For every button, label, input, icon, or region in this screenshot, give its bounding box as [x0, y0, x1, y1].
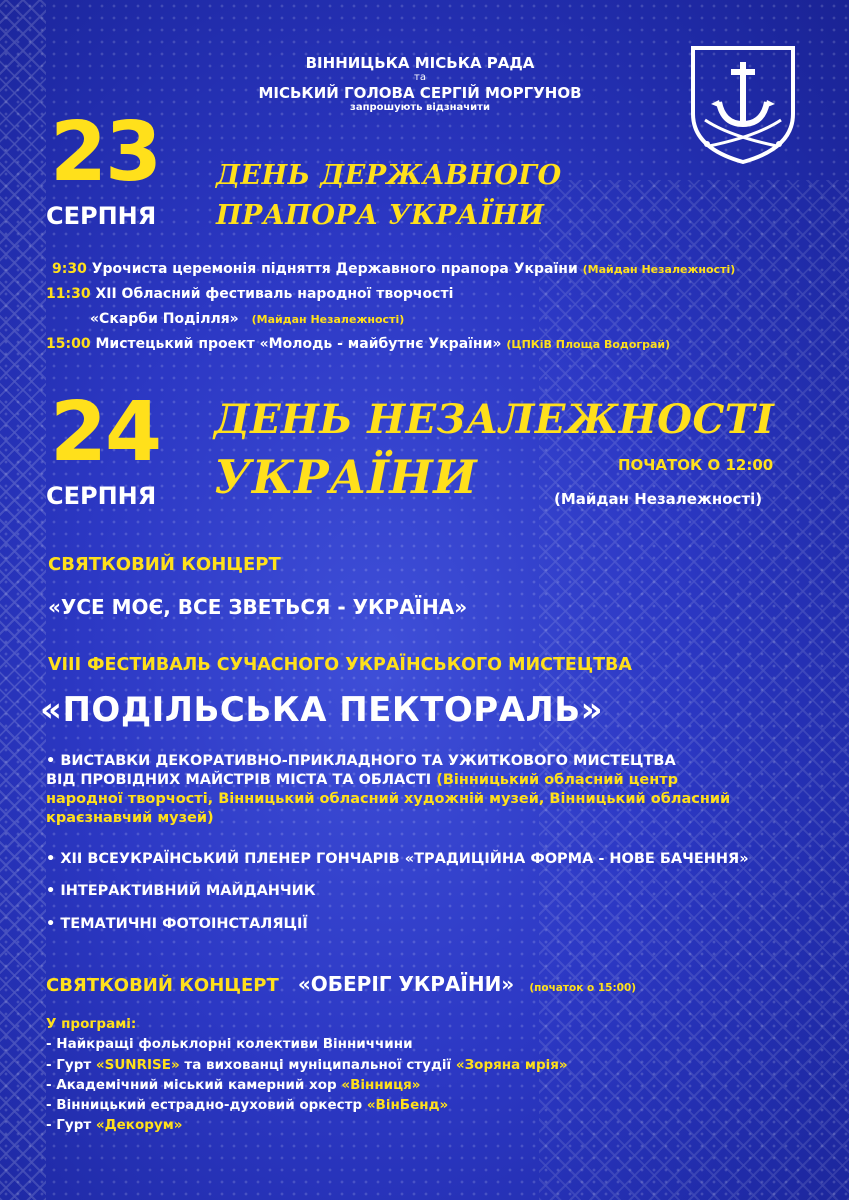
event-time: 9:30 [52, 261, 87, 277]
festival-heading: VIII ФЕСТИВАЛЬ СУЧАСНОГО УКРАЇНСЬКОГО МИСТЕЦТВА [48, 655, 632, 675]
festival-bullet-plein-air: • XII ВСЕУКРАЇНСЬКИЙ ПЛЕНЕР ГОНЧАРІВ «ТРАДИЦІЙНА ФОРМА - НОВЕ БАЧЕННЯ» [46, 851, 749, 867]
concert2-heading: СВЯТКОВИЙ КОНЦЕРТ [46, 975, 279, 996]
event-text: Мистецький проект «Молодь - майбутнє України» [95, 336, 502, 352]
event-time: 15:00 [46, 336, 91, 352]
day1-title-line1: ДЕНЬ ДЕРЖАВНОГО [216, 160, 562, 191]
festival-bullet-photo: • ТЕМАТИЧНІ ФОТОІНСТАЛЯЦІЇ [46, 916, 308, 932]
event-place: (Майдан Незалежності) [582, 263, 736, 276]
event-time: 11:30 [46, 286, 91, 302]
day2-number: 24 [50, 385, 161, 480]
program-text: - Вінницький естрадно-духовий оркестр [46, 1097, 363, 1113]
program-text: та вихованці муніципальної студії [184, 1056, 452, 1073]
festival-bullet-exhibitions [46, 752, 816, 829]
event-youth-project [46, 336, 670, 352]
program-label: У програмі: [46, 1016, 137, 1032]
program-text: - Гурт [46, 1117, 92, 1134]
day2-title-line2: УКРАЇНИ [214, 450, 478, 504]
program-item [46, 1055, 568, 1075]
day1-number: 23 [50, 105, 161, 200]
program-name: «ВінБенд» [366, 1097, 449, 1113]
bullet-place: (Вінницький обласний центр [436, 772, 679, 789]
event-folk-festival-name [90, 311, 404, 327]
day2-start-time: ПОЧАТОК О 12:00 [618, 456, 774, 474]
event-flag-ceremony [52, 261, 735, 277]
event-text: XII Обласний фестиваль народної творчості [95, 286, 454, 302]
program-name: «Декорум» [95, 1117, 183, 1134]
event-place: (Майдан Незалежності) [251, 313, 405, 326]
bullet-place-line: народної творчості, Вінницький обласний художній музей, Вінницький обласний [46, 791, 731, 808]
festival-title: «ПОДІЛЬСЬКА ПЕКТОРАЛЬ» [40, 690, 604, 730]
day2-start-place: (Майдан Незалежності) [554, 490, 763, 508]
program-text: - Гурт [46, 1056, 92, 1073]
program-name: «SUNRISE» [95, 1056, 180, 1073]
concert1-title: «УСЕ МОЄ, ВСЕ ЗВЕТЬСЯ - УКРАЇНА» [48, 595, 468, 619]
bullet-line: • ВИСТАВКИ ДЕКОРАТИВНО-ПРИКЛАДНОГО ТА УЖИТКОВОГО МИСТЕЦТВА [46, 753, 676, 769]
concert2-program [46, 1014, 568, 1136]
program-item: - Найкращі фольклорні колективи Вінниччини [46, 1036, 413, 1053]
organizer-and: та [414, 72, 426, 83]
event-text: «Скарби Поділля» [90, 311, 239, 327]
concert1-heading: СВЯТКОВИЙ КОНЦЕРТ [48, 554, 281, 575]
program-item [46, 1095, 568, 1115]
event-place: (ЦПКіВ Площа Водограй) [506, 338, 671, 351]
invite-text: запрошують відзначити [350, 102, 490, 113]
program-text: - Академічний міський камерний хор [46, 1076, 337, 1093]
concert2-title: «ОБЕРІГ УКРАЇНИ» [297, 972, 515, 996]
festival-bullet-interactive: • ІНТЕРАКТИВНИЙ МАЙДАНЧИК [46, 883, 316, 899]
day1-title-line2: ПРАПОРА УКРАЇНИ [216, 200, 545, 231]
bullet-line [46, 771, 816, 790]
bullet-text: ВІД ПРОВІДНИХ МАЙСТРІВ МІСТА ТА ОБЛАСТІ [46, 772, 432, 789]
header-organizers [230, 54, 610, 114]
day2-title-line1: ДЕНЬ НЕЗАЛЕЖНОСТІ [214, 396, 775, 443]
event-folk-festival [46, 286, 453, 302]
bullet-place-line: краєзнавчий музей) [46, 810, 214, 827]
vinnytsia-coat-of-arms-icon [689, 44, 797, 164]
program-name: «Вінниця» [341, 1076, 421, 1093]
concert2-header [46, 972, 636, 996]
day2-month: СЕРПНЯ [46, 482, 157, 510]
organizer-council: ВІННИЦЬКА МІСЬКА РАДА [305, 54, 535, 72]
left-embroidery-ornament [0, 0, 46, 1200]
event-text: Урочиста церемонія підняття Державного прапора України [91, 261, 578, 277]
concert2-time: (початок о 15:00) [529, 982, 637, 994]
program-item [46, 1075, 568, 1095]
day1-month: СЕРПНЯ [46, 202, 157, 230]
organizer-mayor: МІСЬКИЙ ГОЛОВА СЕРГІЙ МОРГУНОВ [258, 84, 582, 102]
program-item [46, 1115, 568, 1135]
program-name: «Зоряна мрія» [455, 1056, 568, 1073]
